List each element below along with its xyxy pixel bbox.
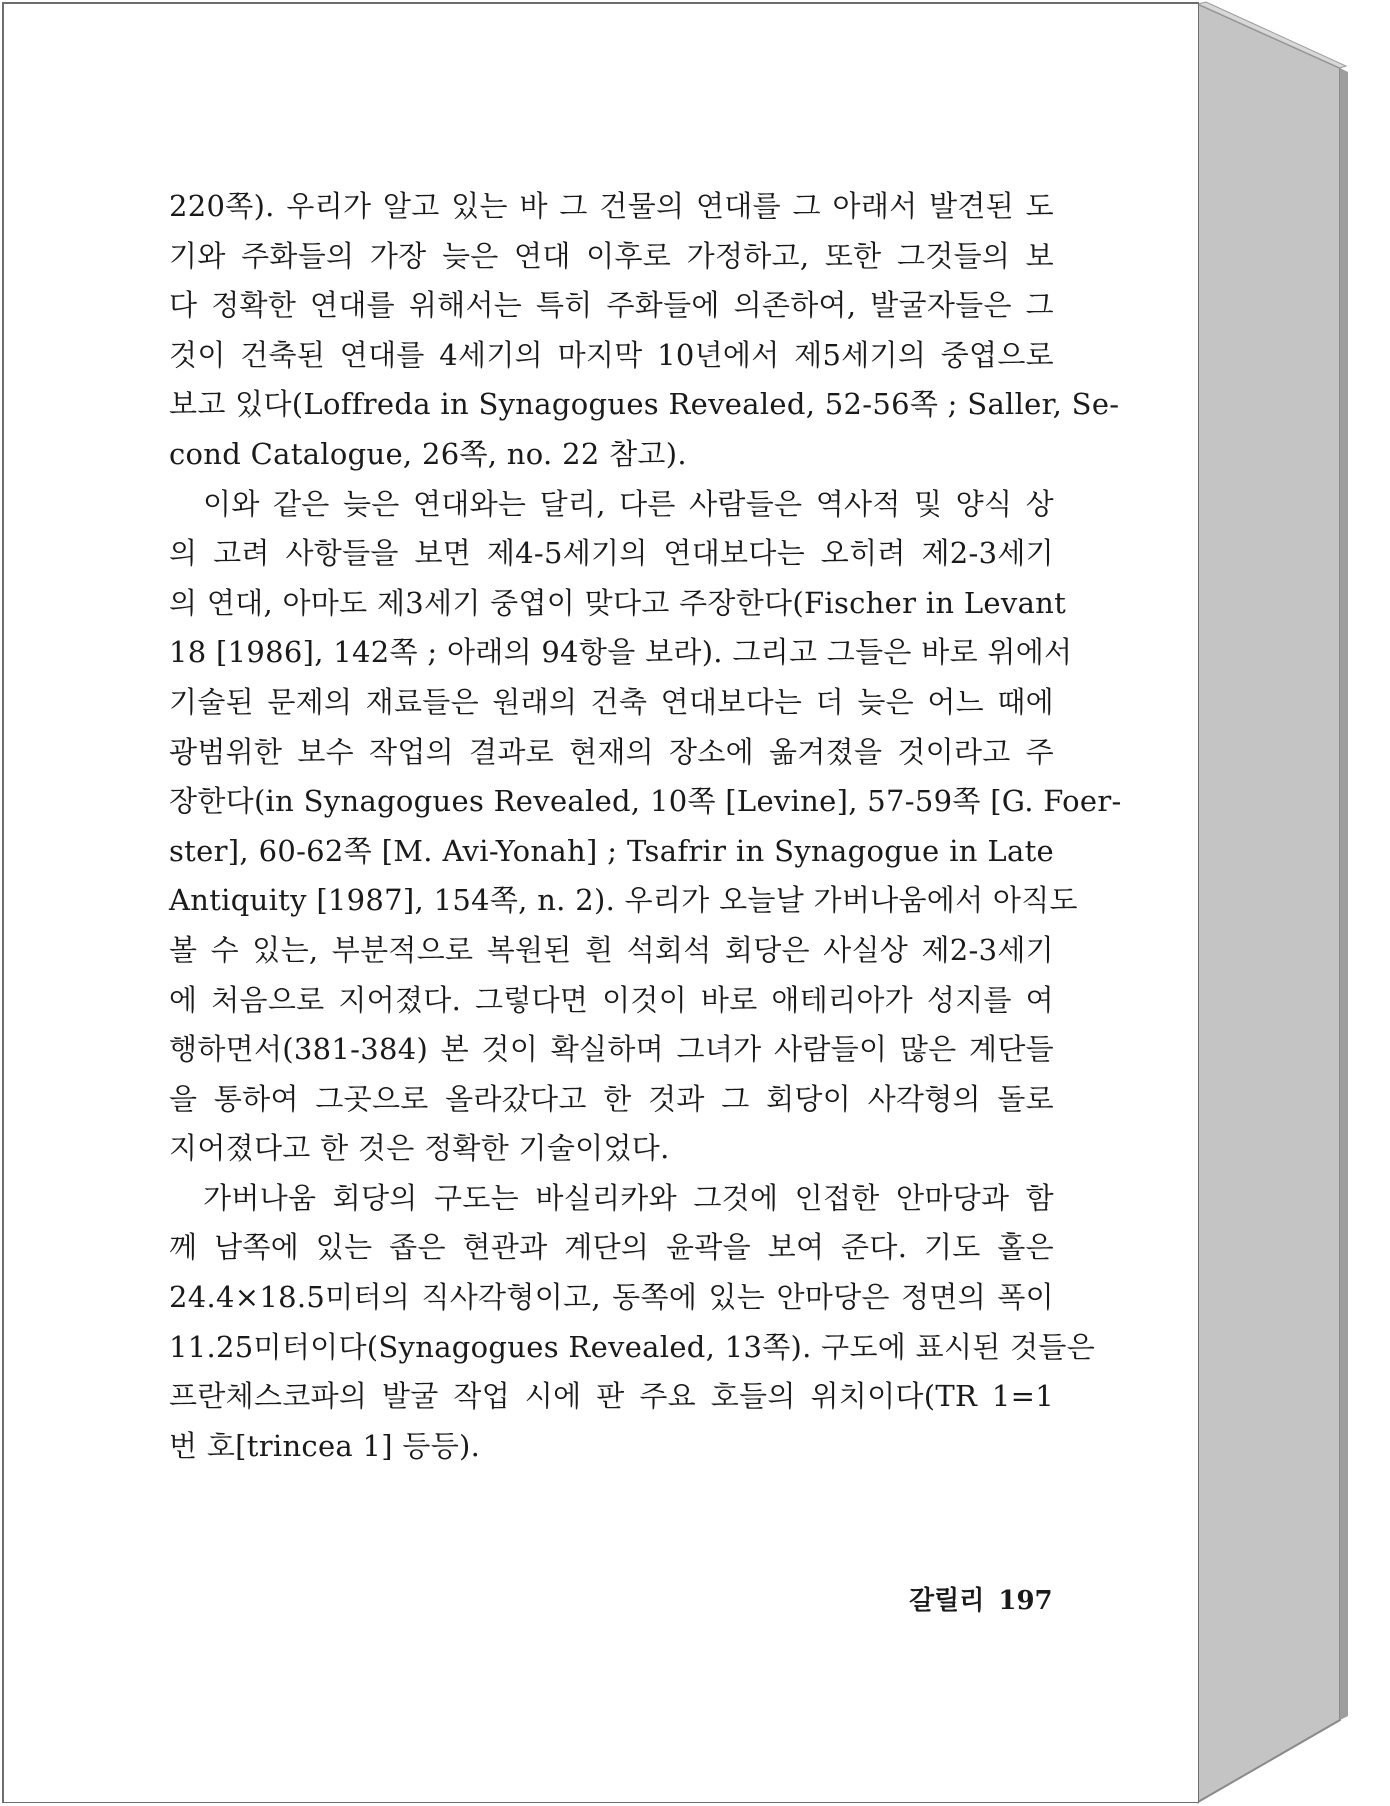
paragraph (169, 480, 1122, 1174)
text-line: 에 처음으로 지어졌다. 그렇다면 이것이 바로 애테리아가 성지를 여 (169, 982, 1054, 1017)
text-line: 번 호[trincea 1] 등등). (169, 1428, 481, 1463)
text-line: 기술된 문제의 재료들은 원래의 건축 연대보다는 더 늦은 어느 때에 (169, 684, 1054, 719)
page-footer (909, 1580, 1053, 1617)
text-line: Antiquity [1987], 154쪽, n. 2). 우리가 오늘날 가버나움에서 아직도 (169, 883, 1078, 918)
text-line: 18 [1986], 142쪽 ; 아래의 94항을 보라). 그리고 그들은 바로 위에서 (169, 635, 1073, 670)
text-line: 행하면서(381-384) 본 것이 확실하며 그녀가 사람들이 많은 계단들 (169, 1032, 1054, 1067)
text-line: 을 통하여 그곳으로 올라갔다고 한 것과 그 회당이 사각형의 돌로 (169, 1081, 1054, 1116)
text-line: cond Catalogue, 26쪽, no. 22 참고). (169, 436, 687, 471)
text-line: 광범위한 보수 작업의 결과로 현재의 장소에 옮겨졌을 것이라고 주 (169, 734, 1054, 769)
text-line: 의 고려 사항들을 보면 제4-5세기의 연대보다는 오히려 제2-3세기 (169, 536, 1054, 571)
text-line: 장한다(in Synagogues Revealed, 10쪽 [Levine], 57-59쪽 [G. Foer- (169, 784, 1122, 819)
text-line: 께 남쪽에 있는 좁은 현관과 계단의 윤곽을 보여 준다. 기도 홀은 (169, 1230, 1054, 1265)
text-line: 다 정확한 연대를 위해서는 특히 주화들에 의존하여, 발굴자들은 그 (169, 288, 1054, 323)
running-head: 갈릴리 (909, 1586, 985, 1616)
text-line: 이와 같은 늦은 연대와는 달리, 다른 사람들은 역사적 및 양식 상 (203, 486, 1054, 521)
text-line: 11.25미터이다(Synagogues Revealed, 13쪽). 구도에 표시된 것들은 (169, 1329, 1096, 1364)
text-line: 220쪽). 우리가 알고 있는 바 그 건물의 연대를 그 아래서 발견된 도 (169, 189, 1054, 223)
text-line: 프란체스코파의 발굴 작업 시에 판 주요 호들의 위치이다(TR 1=1 (169, 1379, 1054, 1414)
text-line: 지어졌다고 한 것은 정확한 기술이었다. (169, 1131, 670, 1166)
text-line: 볼 수 있는, 부분적으로 복원된 흰 석회석 회당은 사실상 제2-3세기 (169, 932, 1054, 967)
page-number: 197 (998, 1586, 1053, 1616)
body-text (169, 182, 1122, 1471)
text-line: 보고 있다(Loffreda in Synagogues Revealed, 52-56쪽 ; Saller, Se- (169, 387, 1120, 422)
paragraph (169, 1174, 1096, 1472)
text-line: 것이 건축된 연대를 4세기의 마지막 10년에서 제5세기의 중엽으로 (169, 337, 1054, 372)
text-line: 의 연대, 아마도 제3세기 중엽이 맞다고 주장한다(Fischer in Levant (169, 585, 1067, 620)
text-line: ster], 60-62쪽 [M. Avi-Yonah] ; Tsafrir in Synagogue in Late (169, 833, 1054, 868)
paragraph (169, 182, 1120, 480)
text-line: 기와 주화들의 가장 늦은 연대 이후로 가정하고, 또한 그것들의 보 (169, 238, 1054, 273)
text-line: 가버나움 회당의 구도는 바실리카와 그것에 인접한 안마당과 함 (203, 1180, 1054, 1215)
text-line: 24.4×18.5미터의 직사각형이고, 동쪽에 있는 안마당은 정면의 폭이 (169, 1280, 1054, 1315)
document-page (4, 4, 1198, 1802)
